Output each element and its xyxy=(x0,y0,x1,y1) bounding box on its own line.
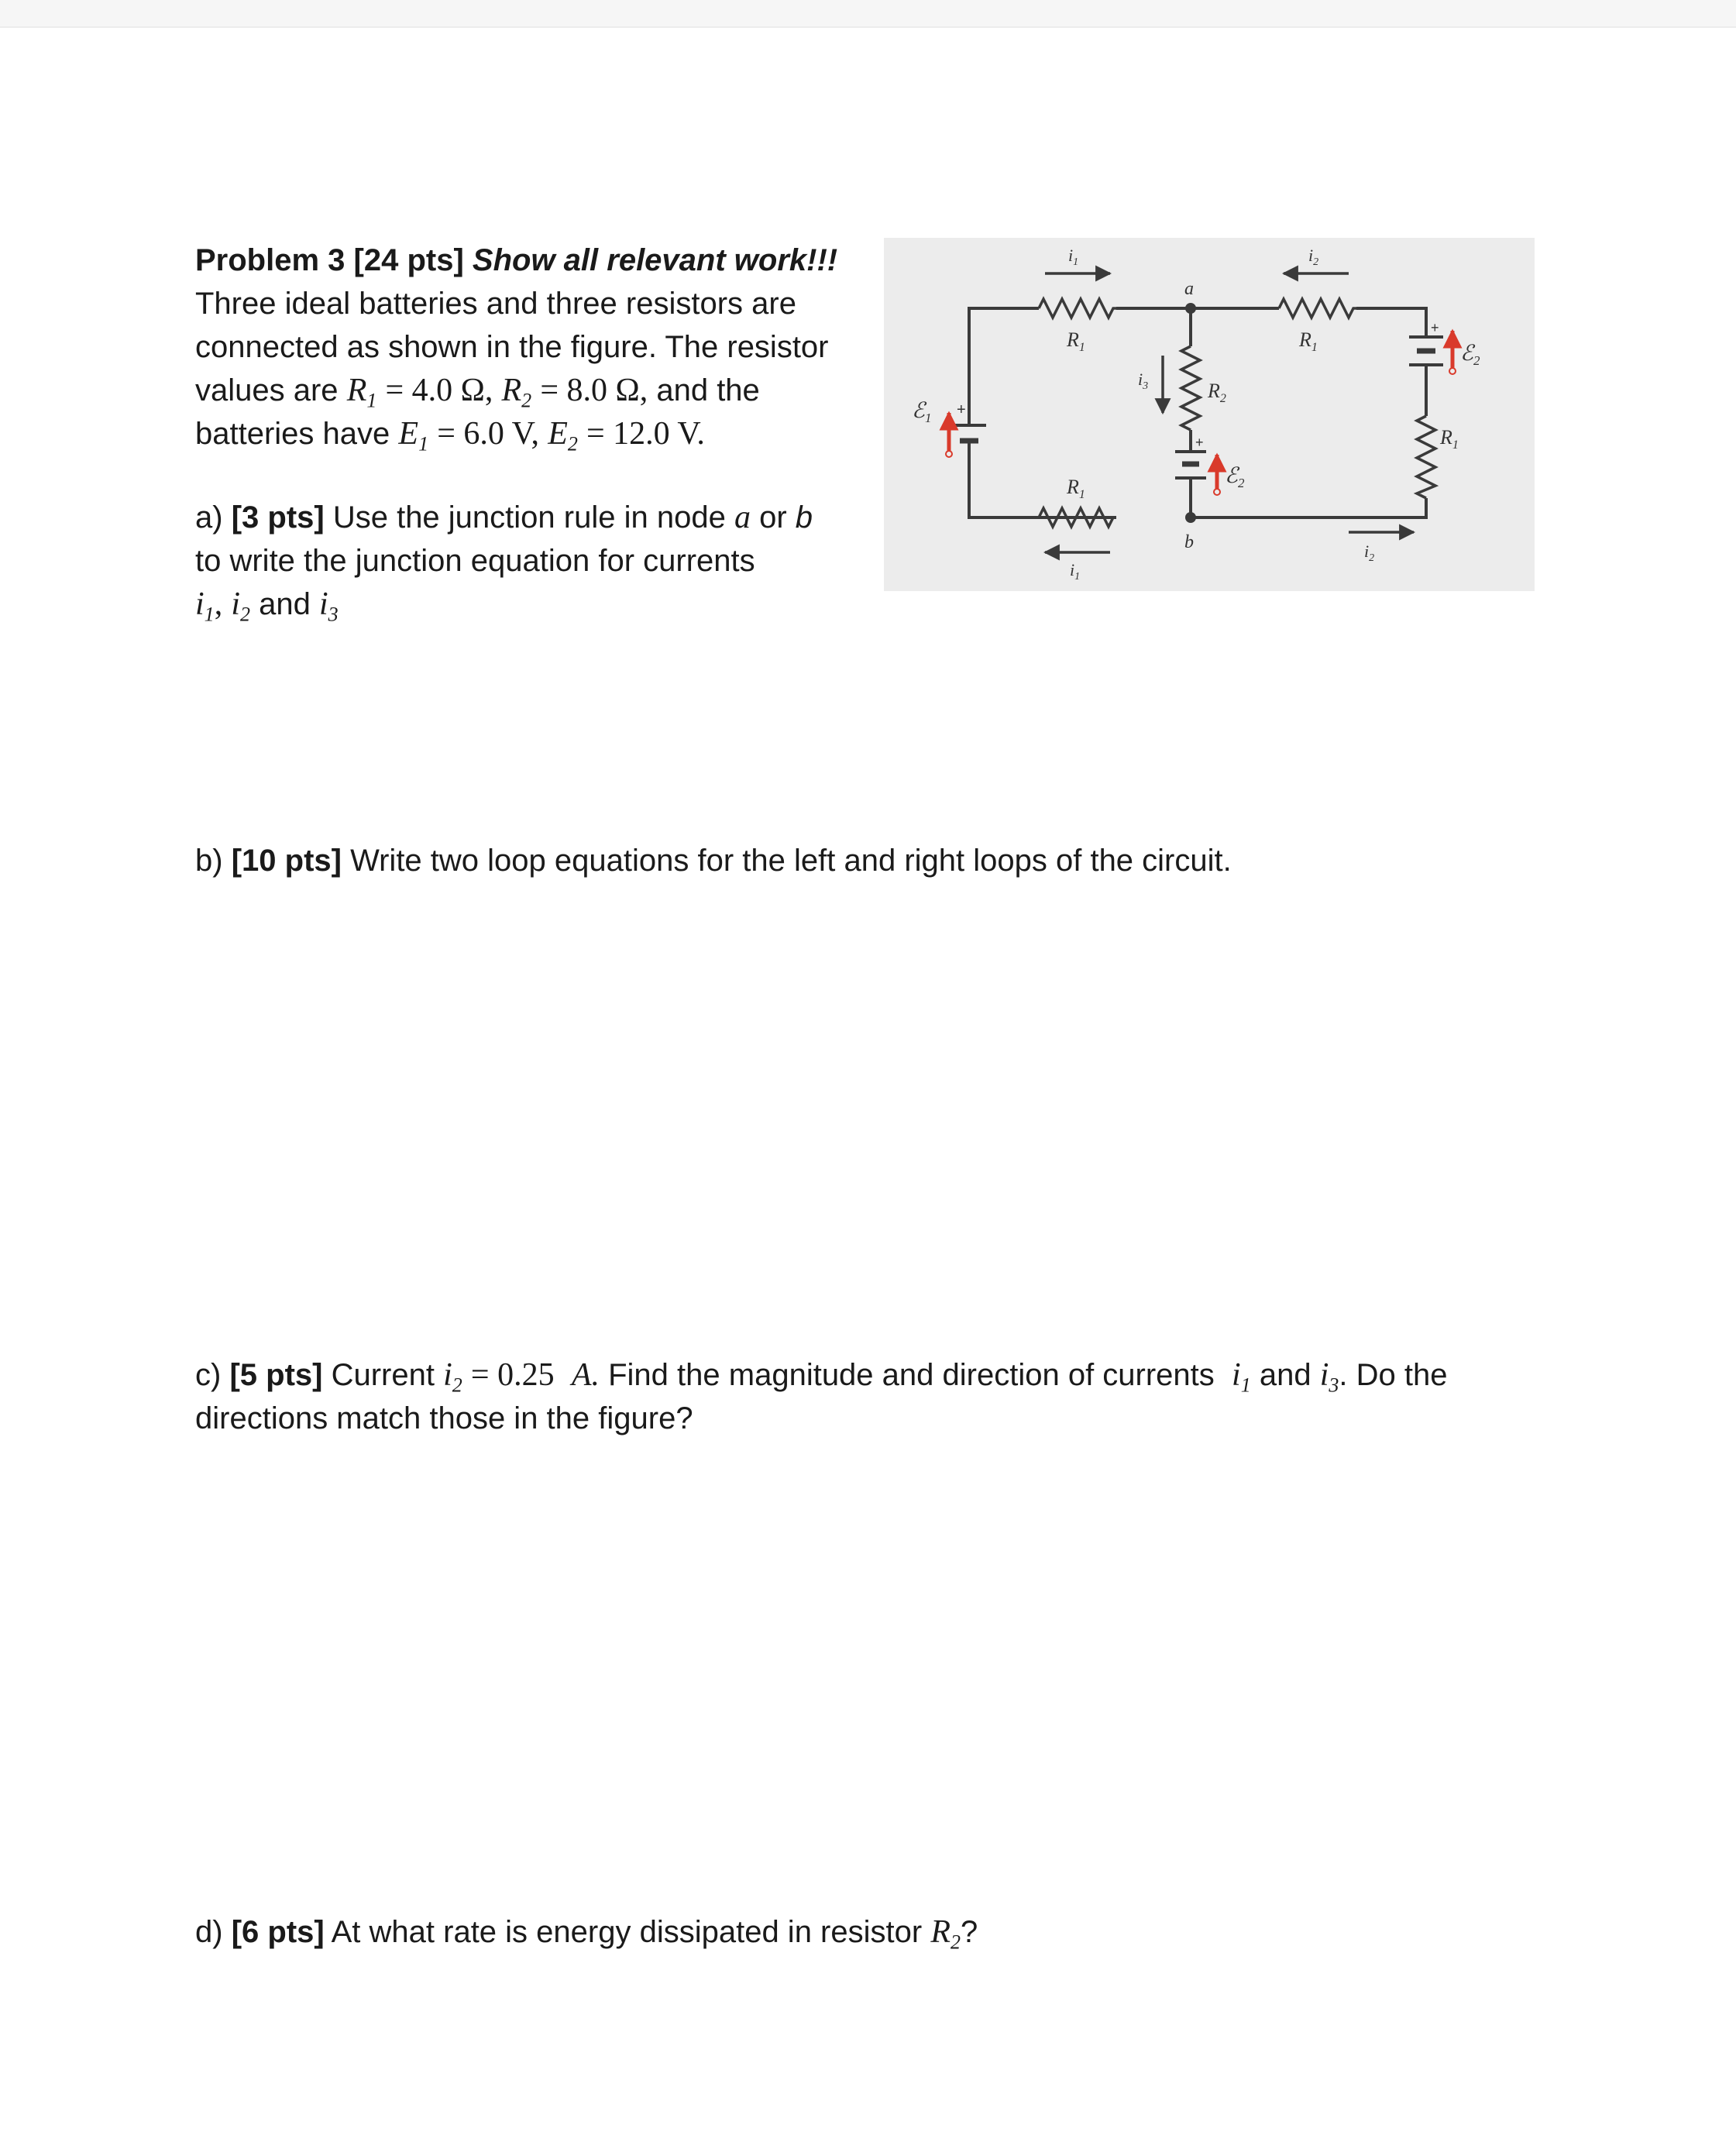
node-b-label: b xyxy=(1184,532,1194,552)
problem-title: Problem 3 [24 pts] xyxy=(195,243,464,277)
part-a-points: [3 pts] xyxy=(231,500,325,535)
part-c-label: c) xyxy=(195,1358,222,1392)
part-a-and: and xyxy=(259,587,311,621)
window-top-strip xyxy=(0,0,1736,28)
node-b-ref: b xyxy=(795,500,813,535)
part-b-text: Write two loop equations for the left and right loops of the circuit. xyxy=(350,844,1232,878)
part-a-line-1 xyxy=(195,496,813,539)
part-c-line-2: directions match those in the figure? xyxy=(195,1401,693,1435)
values-prefix: values are xyxy=(195,373,339,407)
part-c-points: [5 pts] xyxy=(229,1358,323,1392)
r1-right-label: $R_1$ xyxy=(1440,426,1459,452)
emf2-middle-plus: + xyxy=(1195,435,1204,450)
problem-instruction: Show all relevant work!!! xyxy=(472,243,838,277)
i2-given-unit: A. xyxy=(571,1357,600,1393)
r2-value: = 8.0 Ω, xyxy=(540,373,648,408)
i2-symbol: $i_2$ xyxy=(231,586,250,626)
i2-top-label: $i_2$ xyxy=(1308,246,1319,268)
figure-background xyxy=(884,238,1535,591)
part-d-qmark: ? xyxy=(960,1915,978,1949)
e2-value: = 12.0 V. xyxy=(586,416,705,452)
r2-middle-label: $R_2$ xyxy=(1208,380,1226,405)
part-d-line xyxy=(195,1910,978,1954)
e1-symbol: $E_1$ xyxy=(398,416,429,456)
part-d-label: d) xyxy=(195,1915,223,1949)
part-a-text: Use the junction rule in node xyxy=(332,500,726,535)
batteries-prefix: batteries have xyxy=(195,417,390,451)
resistor-values-line xyxy=(195,369,837,412)
part-a xyxy=(195,496,813,626)
emf1-label: ℰ$_1$ xyxy=(912,399,932,425)
i1-ask-symbol: $i_1$ xyxy=(1232,1357,1251,1397)
part-c xyxy=(195,1353,1447,1440)
part-b xyxy=(195,839,1232,882)
r1-top-left-label: $R_1$ xyxy=(1067,328,1085,354)
part-c-line-1 xyxy=(195,1353,1447,1397)
problem-heading-line xyxy=(195,239,837,282)
r1-bottom-label: $R_1$ xyxy=(1067,476,1085,501)
i2-given-symbol: $i_2$ xyxy=(443,1357,462,1397)
r1-value: = 4.0 Ω, xyxy=(385,373,493,408)
part-c-current-word: Current xyxy=(331,1358,435,1392)
intro-line-2: connected as shown in the figure. The resistor xyxy=(195,330,829,364)
i3-label: $i_3$ xyxy=(1138,370,1149,392)
i3-symbol: $i_3$ xyxy=(319,586,339,626)
node-b-dot xyxy=(1185,512,1196,523)
emf2-middle-label: ℰ$_2$ xyxy=(1225,464,1245,490)
circuit-figure xyxy=(884,238,1535,591)
part-d-text: At what rate is energy dissipated in resistor xyxy=(331,1915,923,1949)
part-c-do-the: . Do the xyxy=(1339,1358,1448,1392)
e1-value: = 6.0 V, xyxy=(437,416,540,452)
r2-ask-symbol: $R_2$ xyxy=(930,1914,961,1954)
emf2-right-label: ℰ$_2$ xyxy=(1460,342,1480,368)
part-d-points: [6 pts] xyxy=(231,1915,325,1949)
i2-bottom-label: $i_2$ xyxy=(1364,541,1375,564)
part-b-label: b) xyxy=(195,844,223,878)
i1-bottom-label: $i_1$ xyxy=(1070,560,1081,583)
node-a-label: a xyxy=(1184,279,1194,299)
part-a-label: a) xyxy=(195,500,223,535)
r2-symbol: $R_2$ xyxy=(501,373,532,412)
battery-values-line xyxy=(195,412,837,456)
emf1-plus-sign: + xyxy=(957,401,966,418)
part-b-line xyxy=(195,839,1232,882)
i2-given-value: = 0.25 xyxy=(470,1357,555,1393)
node-a-dot xyxy=(1185,303,1196,314)
node-a-ref: a xyxy=(734,500,751,535)
e2-symbol: $E_2$ xyxy=(548,416,578,456)
r1-top-right-label: $R_1$ xyxy=(1299,328,1318,354)
part-c-and: and xyxy=(1259,1358,1311,1392)
i3-ask-symbol: $i_3$ xyxy=(1319,1357,1339,1397)
i1-top-label: $i_1$ xyxy=(1068,246,1079,268)
values-suffix: and the xyxy=(656,373,760,407)
i1-symbol: $i_1$ xyxy=(195,586,215,626)
problem-intro xyxy=(195,239,837,456)
part-a-line-2: to write the junction equation for currents xyxy=(195,544,755,578)
r1-symbol: $R_1$ xyxy=(346,373,377,412)
part-b-points: [10 pts] xyxy=(231,844,342,878)
emf2-right-plus: + xyxy=(1431,320,1439,335)
intro-line-1: Three ideal batteries and three resistors are xyxy=(195,287,796,321)
part-d xyxy=(195,1910,978,1954)
part-c-find-text: Find the magnitude and direction of currents xyxy=(608,1358,1215,1392)
part-a-line-3: $i_1$, $i_2$ and $i_3$ xyxy=(195,586,339,626)
part-a-or: or xyxy=(759,500,787,535)
